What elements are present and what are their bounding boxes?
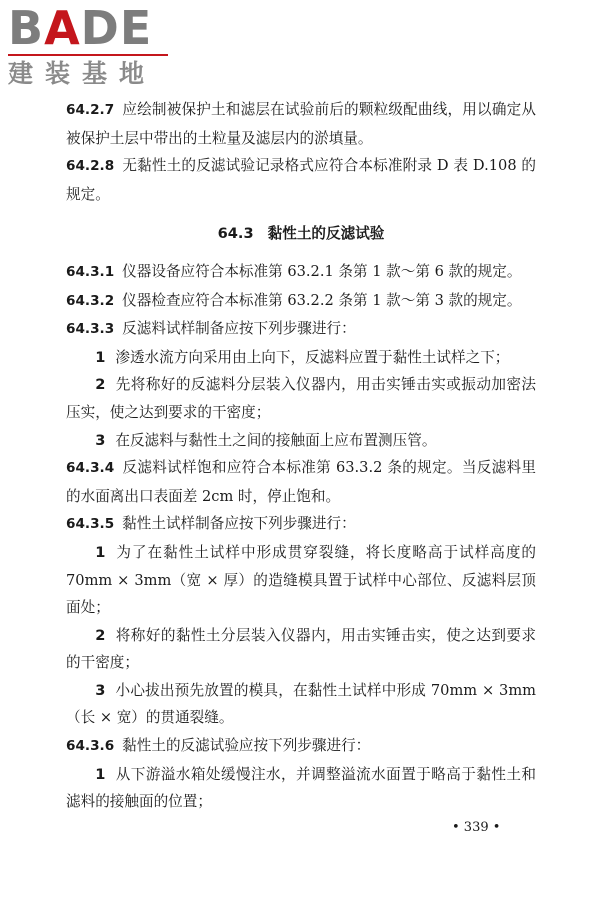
clause-number: 64.2.7 xyxy=(66,102,115,118)
logo-wordmark xyxy=(8,1,178,55)
list-item-number: 1 xyxy=(95,765,106,783)
logo-letters-de: DE xyxy=(80,1,153,55)
list-item-number: 2 xyxy=(95,626,106,644)
list-item-text: 在反滤料与黏性土之间的接触面上应布置测压管。 xyxy=(115,431,437,449)
section-number: 64.3 xyxy=(217,225,254,243)
section-title: 黏性土的反滤试验 xyxy=(267,225,385,243)
list-item-text: 为了在黏性土试样中形成贯穿裂缝，将长度略高于试样高度的 70mm × 3mm（宽 × 厚）的造缝模具置于试样中心部位、反滤料层顶面处； xyxy=(66,543,536,617)
list-item-number: 1 xyxy=(95,348,106,366)
clause-text: 黏性土试样制备应按下列步骤进行： xyxy=(122,515,356,533)
logo xyxy=(8,1,178,88)
list-item xyxy=(66,622,536,677)
section-heading xyxy=(66,220,536,248)
clause-text: 仪器检查应符合本标准第 63.2.2 条第 1 款～第 3 款的规定。 xyxy=(122,291,522,309)
clause-paragraph xyxy=(66,258,536,287)
list-item-text: 渗透水流方向采用由上向下，反滤料应置于黏性土试样之下； xyxy=(115,348,510,366)
clause-paragraph xyxy=(66,732,536,761)
clause-number: 64.3.5 xyxy=(66,516,115,533)
list-item xyxy=(66,761,536,816)
clause-number: 64.3.3 xyxy=(66,321,115,338)
logo-letter-a: A xyxy=(44,1,81,55)
list-item-text: 小心拔出预先放置的模具，在黏性土试样中形成 70mm × 3mm（长 × 宽）的贯通裂缝。 xyxy=(66,681,536,727)
list-item-number: 3 xyxy=(95,681,106,699)
clause-text: 反滤料试样制备应按下列步骤进行： xyxy=(122,320,356,338)
list-item xyxy=(66,677,536,732)
clause-text: 应绘制被保护土和滤层在试验前后的颗粒级配曲线，用以确定从被保护土层中带出的土粒量及滤层内的淤填量。 xyxy=(66,101,536,147)
clause-number: 64.3.6 xyxy=(66,738,115,755)
list-item xyxy=(66,427,536,455)
clause-text: 反滤料试样饱和应符合本标准第 63.3.2 条的规定。当反滤料里的水面离出口表面差 2cm 时，停止饱和。 xyxy=(66,459,536,505)
list-item xyxy=(66,539,536,622)
clause-paragraph xyxy=(66,287,536,316)
clause-paragraph xyxy=(66,315,536,344)
list-item-text: 将称好的黏性土分层装入仪器内，用击实锤击实，使之达到要求的干密度； xyxy=(66,626,536,672)
page-number: • 339 • xyxy=(452,820,501,835)
clause-number: 64.3.4 xyxy=(66,460,115,477)
logo-subtitle: 建装基地 xyxy=(8,59,157,88)
list-item-number: 1 xyxy=(95,543,106,561)
clause-number: 64.2.8 xyxy=(66,158,115,175)
logo-letter-b: B xyxy=(8,1,45,55)
list-item xyxy=(66,371,536,426)
list-item-number: 2 xyxy=(95,376,106,394)
clause-number: 64.3.2 xyxy=(66,292,115,309)
clause-text: 黏性土的反滤试验应按下列步骤进行： xyxy=(122,737,371,755)
list-item-text: 先将称好的反滤料分层装入仪器内，用击实锤击实或振动加密法压实，使之达到要求的干密度； xyxy=(66,376,536,421)
list-item-number: 3 xyxy=(95,431,106,449)
clause-paragraph xyxy=(66,96,536,152)
clause-text: 仪器设备应符合本标准第 63.2.1 条第 1 款～第 6 款的规定。 xyxy=(122,262,522,280)
clause-paragraph xyxy=(66,152,536,208)
clause-number: 64.3.1 xyxy=(66,263,115,280)
list-item xyxy=(66,344,536,372)
clause-paragraph xyxy=(66,510,536,539)
clause-paragraph xyxy=(66,454,536,510)
list-item-text: 从下游溢水箱处缓慢注水，并调整溢流水面置于略高于黏性土和滤料的接触面的位置； xyxy=(66,765,536,811)
document-body xyxy=(66,96,536,816)
clause-text: 无黏性土的反滤试验记录格式应符合本标准附录 D 表 D.108 的规定。 xyxy=(66,157,536,203)
